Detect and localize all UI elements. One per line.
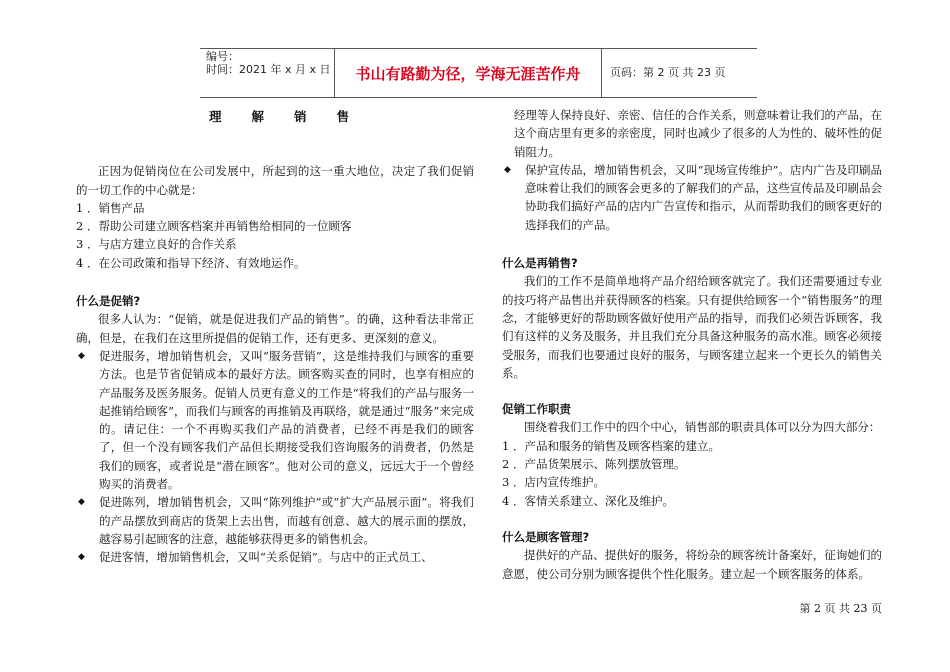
header-page-info: 页码：第 2 页 共 23 页: [610, 66, 726, 79]
intro-paragraph: 正因为促销岗位在公司发展中，所起到的这一重大地位，决定了我们促销的一切工作的中心就是：: [76, 164, 474, 197]
continuation-paragraph: 经理等人保持良好、亲密、信任的合作关系，则意味着让我们的产品，在这个商店里有更多的亲密度，同时也减少了很多的人为性的、破坏性的促销阻力。: [514, 108, 882, 159]
list-item: 3 ．店内宣传维护。: [502, 475, 605, 490]
document-title: 理解销售: [209, 109, 380, 124]
list-item: [502, 161, 882, 234]
list-item: [76, 548, 474, 566]
duties-list: [502, 437, 882, 510]
diamond-bullet-icon: ◆: [78, 552, 85, 563]
diamond-bullet-icon: ◆: [504, 164, 511, 175]
list-item: 4 ．在公司政策和指导下经济、有效地运作。: [76, 255, 306, 270]
list-item: 4 ．客情关系建立、深化及维护。: [502, 493, 674, 508]
list-item: 2 ．产品货架展示、陈列摆放管理。: [502, 457, 686, 472]
promotion-paragraph: 很多人认为：“促销，就是促进我们产品的销售”。的确，这种看法非常正确，但是，在我们在这里所提倡的促销工作，还有更多、更深刻的意义。: [76, 312, 474, 345]
diamond-bullet-icon: ◆: [78, 350, 85, 361]
time-label: 时间：2021 年 x 月 x 日: [206, 63, 331, 76]
section-heading-promotion: 什么是促销?: [76, 294, 141, 309]
list-item: [76, 493, 474, 548]
list-item: 1 ．销售产品: [76, 200, 145, 215]
bullet-text: 促进客情，增加销售机会，又叫“关系促销”。与店中的正式员工、: [99, 550, 433, 565]
page-footer: 第 2 页 共 23 页: [799, 602, 882, 615]
bullet-text: 保护宣传品，增加销售机会，又叫“现场宣传维护”。店内广告及印刷品意味着让我们的顾客会更多的了解我们的产品，这些宣传品及印刷品会协助我们搞好产品的店内广告宣传和指示，从而帮助我们的顾客更好的选择我们的产品。: [525, 162, 882, 232]
section-heading-duties: 促销工作职责: [502, 402, 571, 417]
header-meta: [206, 50, 331, 76]
header-motto: 书山有路勤为径，学海无涯苦作舟: [334, 49, 602, 97]
page-header: [200, 48, 757, 98]
customer-mgmt-paragraph: 提供好的产品、提供好的服务，将纷杂的顾客统计备案好，征询她们的意愿，使公司分别为顾客提供个性化服务。建立起一个顾客服务的体系。: [502, 548, 882, 581]
diamond-bullet-icon: ◆: [78, 497, 85, 508]
list-item: [76, 347, 474, 493]
left-column: [76, 106, 474, 567]
duties-intro: 围绕着我们工作中的四个中心，销售部的职责具体可以分为四大部分：: [523, 420, 881, 435]
list-item: 1 ．产品和服务的销售及顾客档案的建立。: [502, 438, 720, 453]
code-label: 编号：: [206, 50, 239, 63]
right-column: [502, 106, 882, 583]
section-heading-customer-mgmt: 什么是顾客管理?: [502, 529, 590, 544]
resell-paragraph: 我们的工作不是简单地将产品介绍给顾客就完了。我们还需要通过专业的技巧将产品售出并获得顾客的档案。只有提供给顾客一个“销售服务”的理念，才能够更好的帮助顾客做好使用产品的指导，而我们必须告诉顾客，我们有这样的义务及服务，并且我们充分具备这种服务的高水准。顾客必须接受服务，而我们也要通过良好的服务，与顾客建立起来一个更长久的销售关系。: [502, 274, 882, 380]
list-item: 3 ．与店方建立良好的合作关系: [76, 237, 237, 252]
bullet-text: 促进服务，增加销售机会，又叫“服务营销”，这是维持我们与顾客的重要方法。也是节省促销成本的最好方法。顾客购买查的同时，也享有相应的产品服务及医务服务。促销人员更有意义的工作是“将我们的产品与服务一起推销给顾客”，而我们与顾客的再推销及再联络，就是通过“服务”来完成的。请记住：一个不再购买我们产品的消费者，已经不再是我们的顾客了，但一个没有顾客我们产品但长期接受我们咨询服务的消费者，仍然是我们的顾客，或者说是“潜在顾客”。他对公司的意义，远远大于一个曾经购买的消费者。: [99, 348, 474, 492]
bullet-text: 促进陈列，增加销售机会，又叫“陈列维护”或“扩大产品展示面”。将我们的产品摆放到商店的货架上去出售，而越有创意、越大的展示面的摆放，越容易引起顾客的注意，越能够获得更多的销售机会。: [99, 495, 474, 546]
section-heading-resell: 什么是再销售?: [502, 256, 578, 271]
center-list: [76, 199, 474, 272]
list-item: 2 ．帮助公司建立顾客档案并再销售给相同的一位顾客: [76, 219, 352, 234]
